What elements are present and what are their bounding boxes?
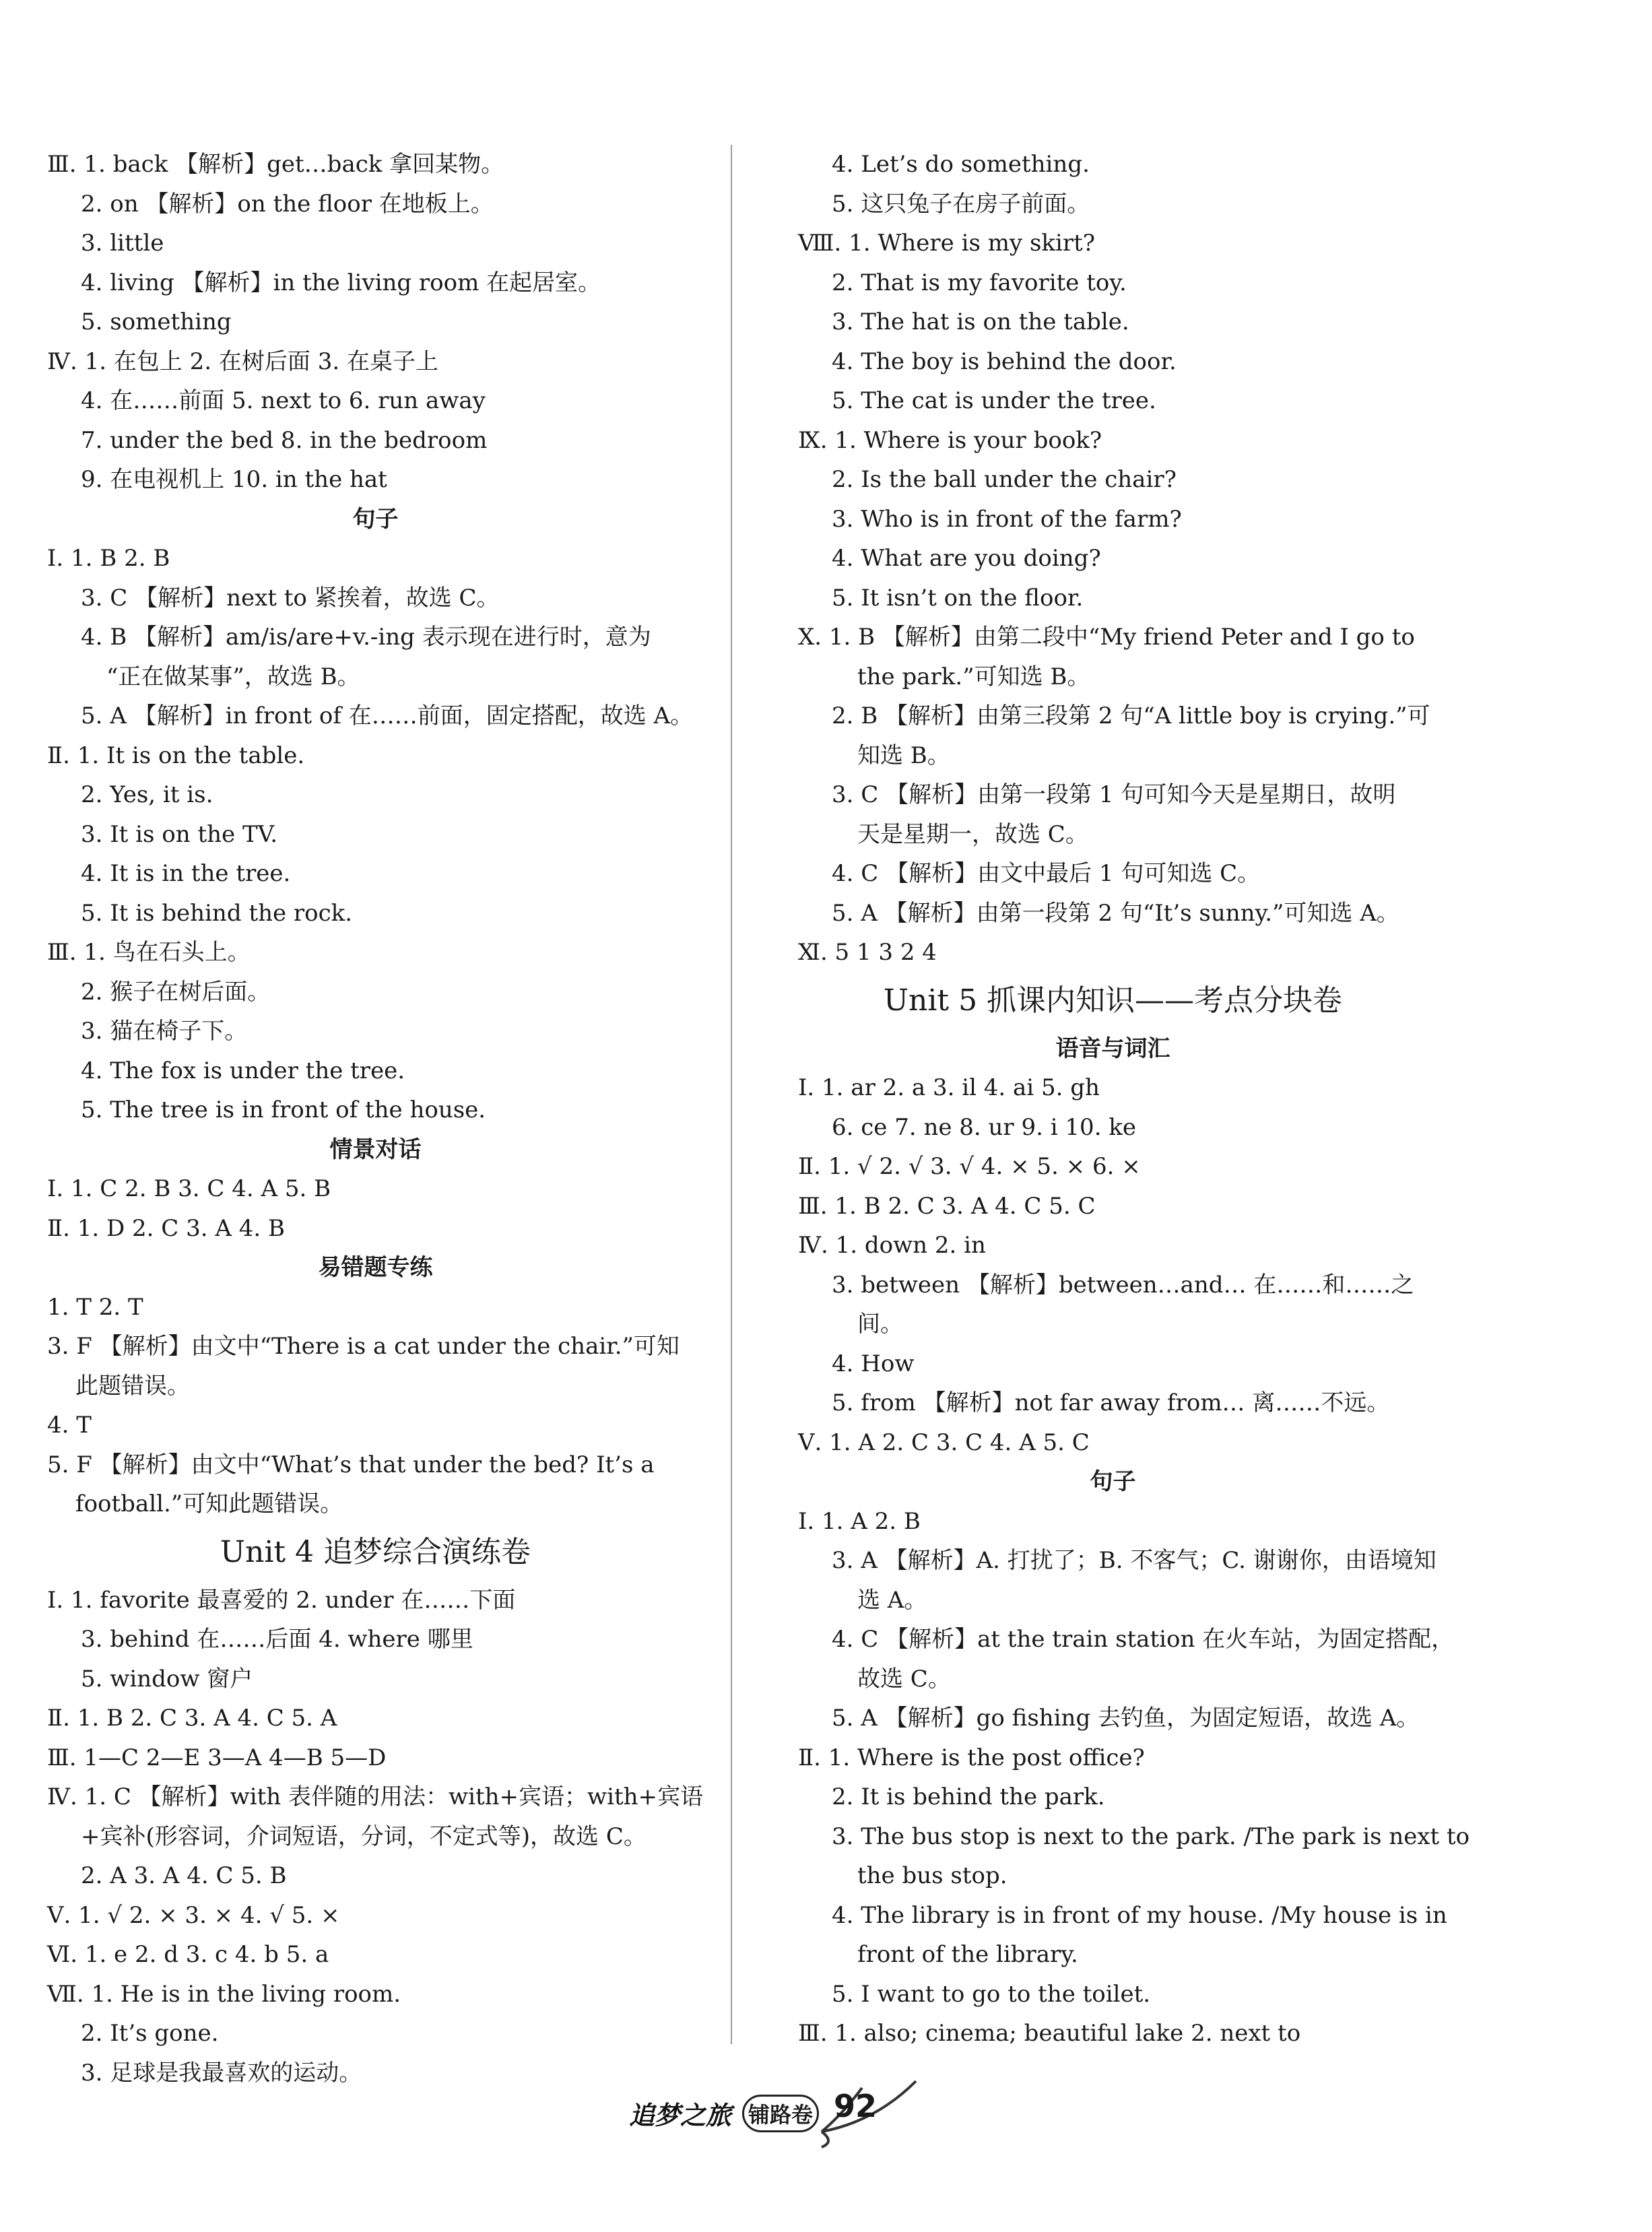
line-text: 3. The bus stop is next to the park. /The park is next to bbox=[832, 1823, 1470, 1850]
answer-line bbox=[798, 1187, 1428, 1226]
line-text: 2. A 3. A 4. C 5. B bbox=[81, 1862, 287, 1889]
line-text: Ⅳ. 1. down 2. in bbox=[798, 1232, 986, 1259]
answer-line bbox=[47, 736, 704, 776]
line-text: 5. A 【解析】in front of 在……前面，固定搭配，故选 A。 bbox=[81, 702, 694, 729]
line-text: Ⅰ. 1. B 2. B bbox=[47, 545, 170, 572]
line-text: Ⅷ. 1. Where is my skirt? bbox=[798, 230, 1096, 257]
line-text: 易错题专练 bbox=[318, 1254, 433, 1281]
answer-line bbox=[47, 1484, 704, 1524]
answer-line bbox=[798, 2014, 1428, 2054]
answer-line bbox=[47, 815, 704, 855]
line-text: 情景对话 bbox=[329, 1136, 422, 1163]
line-text: 2. It’s gone. bbox=[81, 2020, 219, 2047]
answer-line bbox=[47, 657, 704, 697]
answer-line bbox=[798, 775, 1428, 815]
line-text: 5. The tree is in front of the house. bbox=[81, 1096, 486, 1123]
line-text: 9. 在电视机上 10. in the hat bbox=[81, 466, 387, 493]
right-column bbox=[798, 145, 1470, 2054]
answer-line bbox=[798, 1660, 1428, 1699]
answer-line bbox=[47, 1012, 704, 1051]
line-text: 5. A 【解析】由第一段第 2 句“It’s sunny.”可知选 A。 bbox=[832, 899, 1399, 927]
answer-line bbox=[798, 1817, 1470, 1857]
line-text: 3. A 【解析】A. 打扰了；B. 不客气；C. 谢谢你，由语境知 bbox=[832, 1547, 1436, 1574]
answer-line bbox=[798, 696, 1428, 736]
line-text: 5. The cat is under the tree. bbox=[832, 387, 1156, 414]
left-column bbox=[47, 145, 704, 2093]
answer-line bbox=[798, 1896, 1447, 1936]
line-text: 3. 足球是我最喜欢的运动。 bbox=[81, 2059, 362, 2087]
answer-line bbox=[798, 1699, 1428, 1738]
answer-line bbox=[47, 421, 704, 461]
line-text: 句子 bbox=[1090, 1468, 1136, 1495]
answer-line bbox=[47, 145, 704, 185]
answer-line bbox=[47, 1209, 704, 1249]
answer-line bbox=[798, 381, 1428, 421]
unit-title bbox=[798, 973, 1428, 1029]
line-text: 3. 猫在椅子下。 bbox=[81, 1018, 248, 1045]
line-text: 4. The fox is under the tree. bbox=[81, 1057, 405, 1084]
answer-line bbox=[47, 342, 704, 382]
answer-line bbox=[798, 854, 1428, 894]
line-text: Ⅴ. 1. √ 2. × 3. × 4. √ 5. × bbox=[47, 1901, 340, 1929]
line-text: 5. from 【解析】not far away from… 离……不远。 bbox=[832, 1389, 1390, 1416]
line-text: Ⅱ. 1. D 2. C 3. A 4. B bbox=[47, 1214, 285, 1242]
line-text: 2. B 【解析】由第三段第 2 句“A little boy is crying.”可 bbox=[832, 702, 1430, 729]
line-text: 选 A。 bbox=[857, 1586, 927, 1614]
page-number: 92 bbox=[834, 2088, 878, 2124]
line-text: 4. living 【解析】in the living room 在起居室。 bbox=[81, 269, 601, 296]
answer-line bbox=[798, 421, 1428, 461]
answer-line bbox=[47, 1738, 704, 1778]
answer-line bbox=[798, 1266, 1428, 1305]
line-text: 5. F 【解析】由文中“What’s that under the bed? It’s a bbox=[47, 1451, 655, 1478]
line-text: Ⅹ. 1. B 【解析】由第二段中“My friend Peter and I go to bbox=[798, 624, 1415, 651]
line-text: 3. C 【解析】由第一段第 1 句可知今天是星期日，故明 bbox=[832, 781, 1396, 808]
answer-line bbox=[798, 618, 1428, 657]
line-text: 3. F 【解析】由文中“There is a cat under the chair.”可知 bbox=[47, 1333, 680, 1360]
column-divider bbox=[731, 145, 732, 2044]
answer-line bbox=[798, 1502, 1428, 1542]
line-text: 2. on 【解析】on the floor 在地板上。 bbox=[81, 190, 494, 218]
answer-line bbox=[47, 381, 704, 421]
line-text: 3. It is on the TV. bbox=[81, 820, 278, 848]
answer-line bbox=[47, 1620, 704, 1660]
answer-line bbox=[47, 1327, 704, 1367]
line-text: 4. The library is in front of my house. /My house is in bbox=[832, 1901, 1447, 1929]
answer-line bbox=[798, 1581, 1428, 1620]
answer-line bbox=[47, 973, 704, 1012]
line-text: Ⅰ. 1. ar 2. a 3. il 4. ai 5. gh bbox=[798, 1074, 1100, 1101]
answer-line bbox=[47, 1660, 704, 1699]
line-text: 7. under the bed 8. in the bedroom bbox=[81, 426, 488, 454]
line-text: 4. 在……前面 5. next to 6. run away bbox=[81, 387, 486, 414]
line-text: 4. C 【解析】由文中最后 1 句可知选 C。 bbox=[832, 860, 1261, 887]
answer-line bbox=[798, 1383, 1428, 1423]
line-text: 2. It is behind the park. bbox=[832, 1783, 1105, 1810]
answer-line bbox=[47, 302, 704, 342]
line-text: 4. Let’s do something. bbox=[832, 151, 1090, 178]
line-text: 语音与词汇 bbox=[1055, 1035, 1170, 1062]
line-text: 3. behind 在……后面 4. where 哪里 bbox=[81, 1626, 473, 1653]
line-text: Ⅶ. 1. He is in the living room. bbox=[47, 1980, 401, 2008]
answer-line bbox=[47, 1935, 704, 1975]
answer-line bbox=[798, 815, 1428, 855]
line-text: Ⅳ. 1. C 【解析】with 表伴随的用法：with+宾语；with+宾语 bbox=[47, 1783, 704, 1810]
answer-line bbox=[798, 1777, 1428, 1817]
answer-line bbox=[798, 539, 1428, 579]
line-text: 4. C 【解析】at the train station 在火车站，为固定搭配， bbox=[832, 1626, 1455, 1653]
answer-line bbox=[47, 579, 704, 618]
answer-line bbox=[798, 1108, 1428, 1148]
line-text: “正在做某事”，故选 B。 bbox=[106, 663, 360, 690]
line-text: 6. ce 7. ne 8. ur 9. i 10. ke bbox=[832, 1113, 1137, 1141]
line-text: Ⅰ. 1. favorite 最喜爱的 2. under 在……下面 bbox=[47, 1586, 516, 1614]
line-text: Ⅰ. 1. A 2. B bbox=[798, 1507, 921, 1535]
line-text: Ⅱ. 1. B 2. C 3. A 4. C 5. A bbox=[47, 1705, 337, 1732]
section-heading bbox=[47, 500, 704, 539]
line-text: Ⅸ. 1. Where is your book? bbox=[798, 426, 1102, 454]
line-text: 5. something bbox=[81, 308, 232, 335]
answer-line bbox=[798, 1738, 1428, 1778]
line-text: 3. between 【解析】between…and… 在……和……之 bbox=[832, 1271, 1414, 1299]
line-text: Ⅳ. 1. 在包上 2. 在树后面 3. 在桌子上 bbox=[47, 348, 438, 375]
answer-line bbox=[47, 539, 704, 579]
line-text: 3. little bbox=[81, 230, 164, 257]
line-text: football.”可知此题错误。 bbox=[75, 1490, 343, 1517]
answer-line bbox=[798, 579, 1428, 618]
line-text: 5. I want to go to the toilet. bbox=[832, 1980, 1151, 2008]
answer-line bbox=[47, 854, 704, 894]
answer-line bbox=[47, 2014, 704, 2054]
line-text: Ⅴ. 1. A 2. C 3. C 4. A 5. C bbox=[798, 1429, 1090, 1456]
line-text: 2. Is the ball under the chair? bbox=[832, 466, 1177, 493]
answer-line bbox=[798, 224, 1428, 263]
series-badge: 铺路卷 bbox=[742, 2095, 819, 2132]
line-text: Ⅺ. 5 1 3 2 4 bbox=[798, 939, 937, 966]
answer-line bbox=[47, 460, 704, 500]
answer-line bbox=[798, 1344, 1428, 1384]
line-text: 4. What are you doing? bbox=[832, 545, 1101, 572]
line-text: front of the library. bbox=[857, 1941, 1078, 1968]
line-text: Ⅲ. 1—C 2—E 3—A 4—B 5—D bbox=[47, 1744, 387, 1771]
line-text: 故选 C。 bbox=[857, 1665, 951, 1693]
answer-line bbox=[798, 1068, 1428, 1108]
line-text: 4. B 【解析】am/is/are+v.-ing 表示现在进行时，意为 bbox=[81, 624, 651, 651]
answer-line bbox=[47, 933, 704, 973]
section-heading bbox=[798, 1462, 1428, 1502]
answer-line bbox=[47, 1817, 704, 1857]
answer-line bbox=[798, 460, 1428, 500]
line-text: 5. window 窗户 bbox=[81, 1665, 253, 1693]
answer-line bbox=[798, 1226, 1428, 1266]
line-text: 4. It is in the tree. bbox=[81, 860, 291, 887]
answer-line bbox=[47, 1581, 704, 1620]
line-text: 天是星期一，故选 C。 bbox=[857, 820, 1088, 848]
line-text: 2. That is my favorite toy. bbox=[832, 269, 1127, 296]
line-text: 句子 bbox=[352, 505, 399, 533]
page-footer bbox=[620, 2068, 997, 2148]
line-text: 间。 bbox=[857, 1311, 903, 1338]
answer-line bbox=[47, 1090, 704, 1130]
answer-line bbox=[798, 263, 1428, 303]
answer-line bbox=[47, 1288, 704, 1327]
line-text: 4. T bbox=[47, 1412, 92, 1439]
brand-name: 追梦之旅 bbox=[629, 2101, 732, 2130]
line-text: 5. A 【解析】go fishing 去钓鱼，为固定短语，故选 A。 bbox=[832, 1705, 1420, 1732]
answer-line bbox=[798, 1147, 1428, 1187]
answer-line bbox=[47, 1169, 704, 1209]
line-text: 3. Who is in front of the farm? bbox=[832, 505, 1182, 533]
line-text: Ⅲ. 1. back 【解析】get…back 拿回某物。 bbox=[47, 151, 504, 178]
answer-line bbox=[47, 618, 704, 657]
line-text: 5. It isn’t on the floor. bbox=[832, 584, 1084, 612]
line-text: 3. The hat is on the table. bbox=[832, 308, 1129, 335]
line-text: the bus stop. bbox=[857, 1862, 1007, 1889]
section-heading bbox=[798, 1029, 1428, 1069]
answer-line bbox=[798, 1856, 1428, 1896]
answer-line bbox=[47, 1445, 704, 1485]
line-text: 5. It is behind the rock. bbox=[81, 899, 353, 927]
line-text: Unit 4 追梦综合演练卷 bbox=[220, 1534, 531, 1569]
answer-line bbox=[47, 775, 704, 815]
answer-line bbox=[47, 696, 704, 736]
line-text: Unit 5 抓课内知识——考点分块卷 bbox=[883, 983, 1343, 1018]
answer-line bbox=[47, 1051, 704, 1091]
answer-line bbox=[47, 263, 704, 303]
answer-line bbox=[798, 894, 1428, 933]
line-text: 3. C 【解析】next to 紧挨着，故选 C。 bbox=[81, 584, 500, 612]
line-text: Ⅱ. 1. It is on the table. bbox=[47, 742, 305, 769]
line-text: 4. The boy is behind the door. bbox=[832, 348, 1177, 375]
line-text: Ⅵ. 1. e 2. d 3. c 4. b 5. a bbox=[47, 1941, 329, 1968]
answer-line bbox=[798, 1423, 1428, 1463]
line-text: the park.”可知选 B。 bbox=[857, 663, 1090, 690]
answer-line bbox=[798, 1620, 1455, 1660]
answer-line bbox=[47, 1367, 704, 1406]
answer-line bbox=[798, 1541, 1436, 1581]
answer-line bbox=[798, 1975, 1428, 2014]
answer-line bbox=[798, 500, 1428, 539]
line-text: 2. 猴子在树后面。 bbox=[81, 978, 271, 1006]
line-text: Ⅲ. 1. also; cinema; beautiful lake 2. next to bbox=[798, 2020, 1301, 2047]
answer-line bbox=[47, 894, 704, 933]
answer-line bbox=[47, 1777, 704, 1817]
line-text: Ⅲ. 1. B 2. C 3. A 4. C 5. C bbox=[798, 1192, 1096, 1220]
answer-line bbox=[798, 145, 1428, 185]
answer-line bbox=[47, 185, 704, 224]
line-text: 此题错误。 bbox=[75, 1372, 190, 1400]
answer-line bbox=[47, 1856, 704, 1896]
line-text: Ⅱ. 1. Where is the post office? bbox=[798, 1744, 1145, 1771]
answer-line bbox=[47, 224, 704, 263]
line-text: Ⅱ. 1. √ 2. √ 3. √ 4. × 5. × 6. × bbox=[798, 1153, 1141, 1180]
answer-line bbox=[47, 1406, 704, 1445]
answer-line bbox=[798, 302, 1428, 342]
answer-line bbox=[47, 1975, 704, 2014]
answer-line bbox=[798, 657, 1428, 697]
answer-line bbox=[798, 1935, 1428, 1975]
answer-line bbox=[47, 1896, 704, 1936]
answer-line bbox=[798, 185, 1428, 224]
answer-line bbox=[798, 736, 1428, 776]
section-heading bbox=[47, 1248, 704, 1288]
line-text: 2. Yes, it is. bbox=[81, 781, 213, 808]
answer-line bbox=[798, 342, 1428, 382]
line-text: Ⅰ. 1. C 2. B 3. C 4. A 5. B bbox=[47, 1175, 331, 1202]
line-text: 5. 这只兔子在房子前面。 bbox=[832, 190, 1090, 218]
line-text: 知选 B。 bbox=[857, 742, 950, 769]
answer-line bbox=[47, 2054, 704, 2093]
line-text: Ⅲ. 1. 鸟在石头上。 bbox=[47, 939, 251, 966]
unit-title bbox=[47, 1524, 704, 1581]
section-heading bbox=[47, 1130, 704, 1170]
answer-line bbox=[798, 1305, 1428, 1344]
answer-line bbox=[798, 933, 1428, 973]
line-text: 4. How bbox=[832, 1350, 915, 1377]
line-text: 1. T 2. T bbox=[47, 1293, 143, 1321]
answer-line bbox=[47, 1699, 704, 1738]
line-text: +宾补(形容词，介词短语，分词，不定式等)，故选 C。 bbox=[81, 1823, 647, 1850]
